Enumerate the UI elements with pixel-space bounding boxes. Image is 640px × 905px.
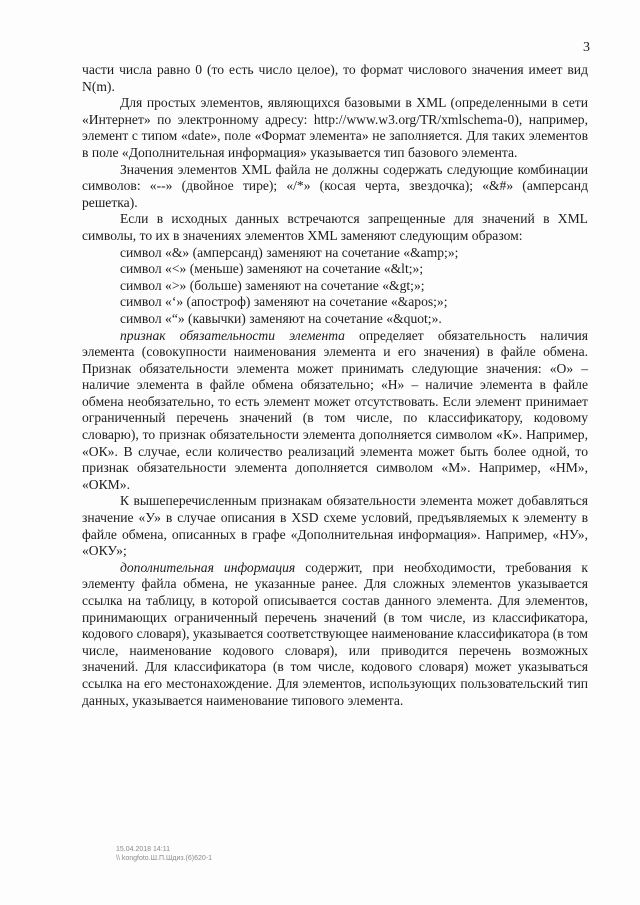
term-mandatory-flag: признак обязательности элемента	[120, 327, 345, 343]
paragraph-4: Если в исходных данных встречаются запрещенные для значений в XML символы, то их в значениях элементов XML заменяют следующим образом:	[82, 211, 588, 243]
paragraph-2: Для простых элементов, являющихся базовыми в XML (определенными в сети «Интернет» по электронному адресу: http://www.w3.org/TR/xmlschema-0), например, элемент с типом «date», поле «Формат элемента» не заполняется. Для таких элементов в поле «Дополнительная информация» указывается тип базового элемента.	[82, 95, 588, 160]
footer-date: 15.04.2018 14:11	[116, 846, 170, 853]
paragraph-additional-info-text: содержит, при необходимости, требования к элементу файла обмена, не указанные ранее. Для сложных элементов указывается ссылка на таблицу, в которой описывается состав данного элемента. Для элементов, принимающих ограниченный перечень значений (в том числе, из классификатора, кодового словаря), указывается соответствующее наименование классификатора (в том числе, наименование кодового словаря), или приводится перечень возможных значений. Для классификатора (в том числе, кодового словаря) может указываться ссылка на его местонахождение. Для элементов, использующих пользовательский тип данных, указывается наименование типового элемента.	[82, 559, 588, 708]
paragraph-conditions: К вышеперечисленным признакам обязательности элемента может добавляться значение «У» в случае описания в XSD схеме условий, предъявляемых к элементу в файле обмена, описанных в графе «Дополнительная информация». Например, «НУ», «ОКУ»;	[82, 493, 588, 559]
paragraph-additional-info	[82, 560, 588, 709]
replacement-apostrophe: символ «‘» (апостроф) заменяют на сочетание «&apos;»;	[120, 294, 448, 310]
paragraph-3: Значения элементов XML файла не должны содержать следующие комбинации символов: «--» (двойное тире); «/*» (косая черта, звездочка); «&#» (амперсанд решетка).	[82, 161, 588, 210]
replacement-greater-than: символ «>» (больше) заменяют на сочетание «&gt;»;	[120, 277, 425, 293]
term-additional-info: дополнительная информация	[120, 559, 296, 575]
page-number: 3	[583, 40, 590, 55]
footer-path: \\ kongfoto.Ш.П.Шдиз.(6)620-1	[116, 855, 212, 862]
replacement-ampersand: символ «&» (амперсанд) заменяют на сочетание «&amp;»;	[120, 244, 459, 260]
paragraph-1: части числа равно 0 (то есть число целое), то формат числового значения имеет вид N(m).	[82, 62, 588, 94]
body-text	[82, 62, 588, 709]
replacement-quote: символ «“» (кавычки) заменяют на сочетание «&quot;».	[120, 310, 442, 326]
paragraph-mandatory-flag	[82, 328, 588, 494]
footer-stamp	[116, 845, 212, 863]
replacement-less-than: символ «<» (меньше) заменяют на сочетание «&lt;»;	[120, 261, 424, 277]
paragraph-mandatory-flag-text: определяет обязательность наличия элемента (совокупности наименования элемента и его значения) в файле обмена. Признак обязательности элемента может принимать следующие значения: «О» – наличие элемента в файле обмена обязательно; «Н» – наличие элемента в файле обмена необязательно, то есть элемент может отсутствовать. Если элемент принимает ограниченный перечень значений (в том числе, по классификатору, кодовому словарю), то признак обязательности элемента дополняется символом «К». Например, «ОК». В случае, если количество реализаций элемента может быть более одной, то признак обязательности элемента дополняется символом «М». Например, «НМ», «ОКМ».	[82, 327, 588, 492]
